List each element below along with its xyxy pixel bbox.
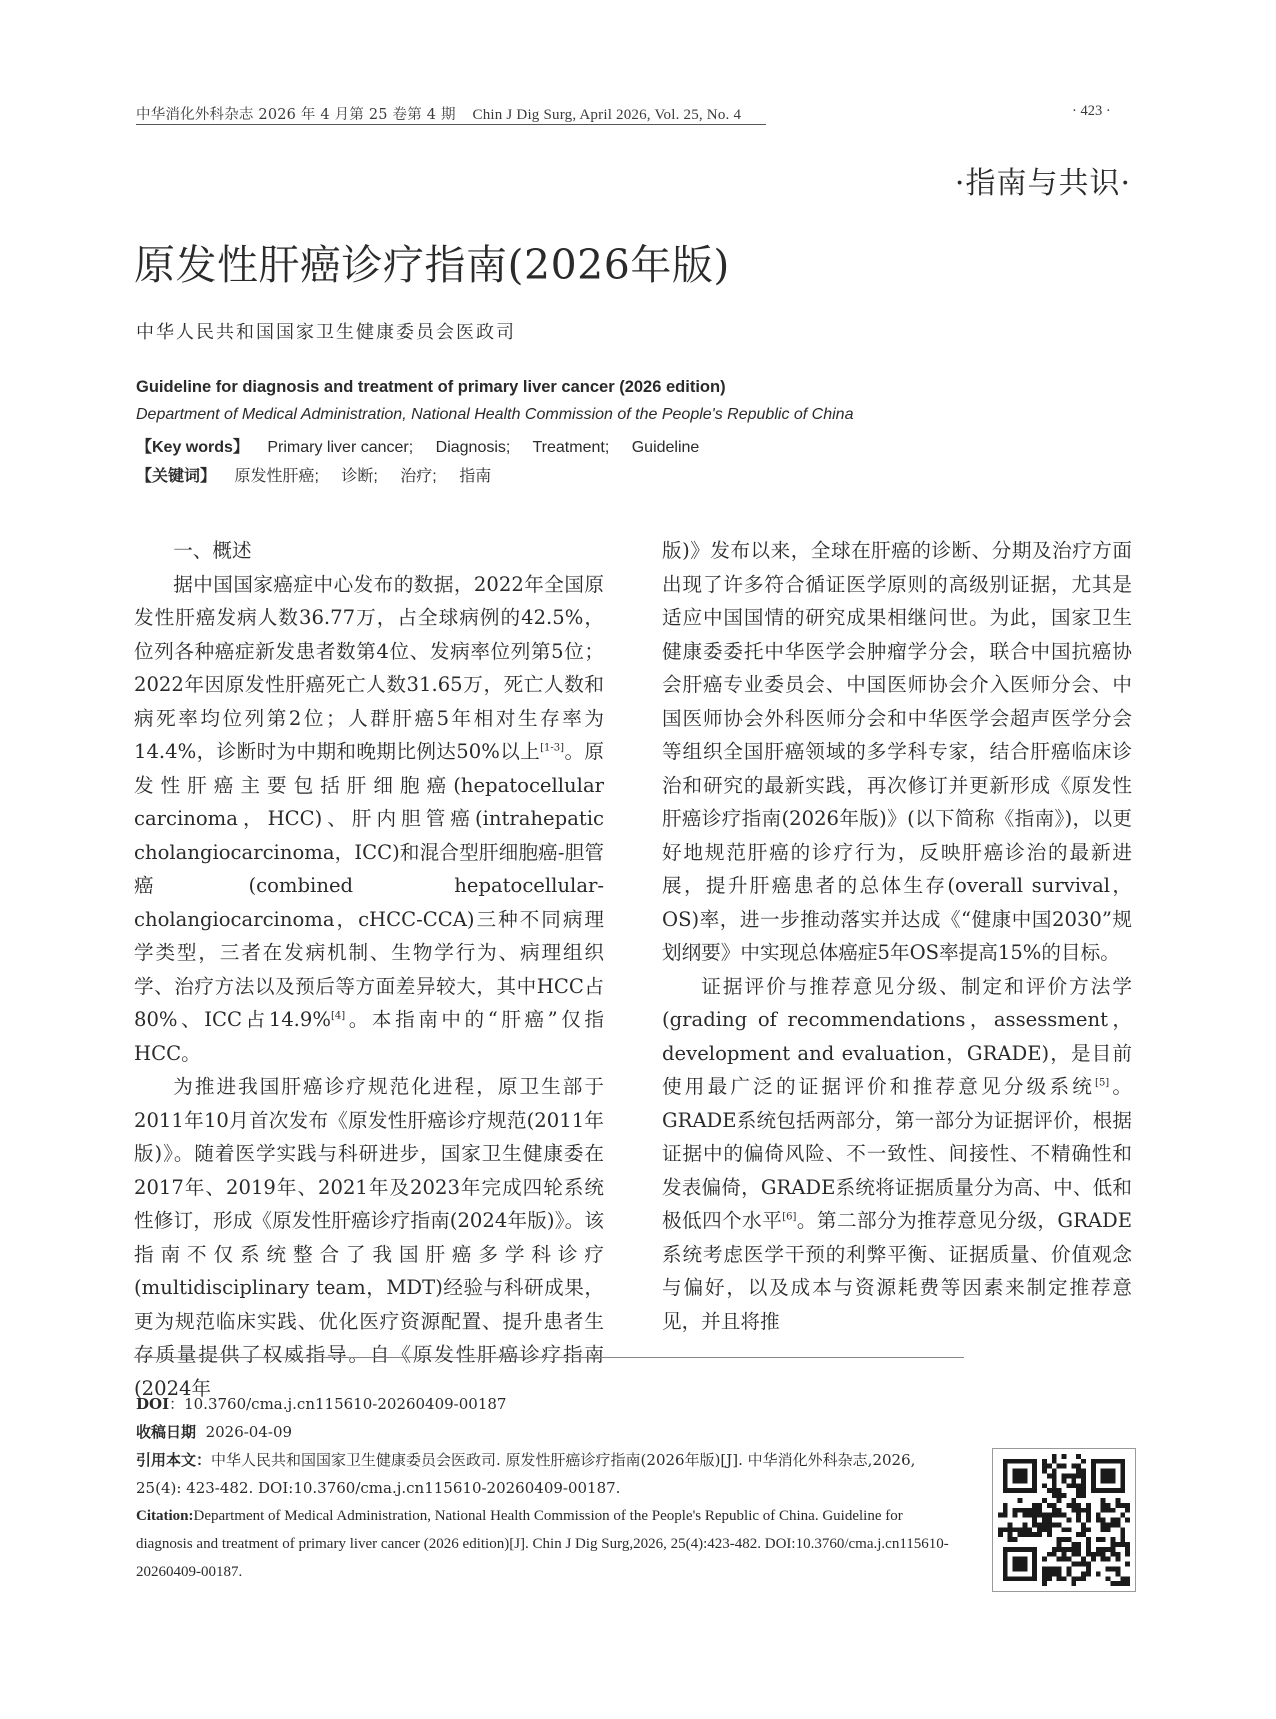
received-date: 2026-04-09 — [205, 1423, 293, 1441]
paragraph-text: 。本指南中的“肝癌”仅指HCC。 — [134, 1008, 604, 1065]
paragraph-text: 据中国国家癌症中心发布的数据，2022年全国原发性肝癌发病人数36.77万，占全球病例的42.5%，位列各种癌症新发患者数第4位、发病率位列第5位；2022年因原发性肝癌死亡人数31.65万，死亡人数和病死率均位列第2位；人群肝癌5年相对生存率为14.4%，诊断时为中期和晚期比例达50%以上 — [134, 572, 604, 763]
article-title: 原发性肝癌诊疗指南(2026年版) — [134, 241, 730, 289]
reference-mark: [1-3] — [540, 742, 565, 754]
english-keyword: Primary liver cancer; — [267, 439, 414, 456]
citation-line — [136, 1502, 956, 1586]
journal-en: Chin J Dig Surg, April 2026, Vol. 25, No. 4 — [472, 107, 742, 123]
body-paragraph — [662, 970, 1132, 1339]
received-line — [136, 1418, 292, 1446]
english-title: Guideline for diagnosis and treatment of primary liver cancer (2026 edition) — [136, 378, 726, 396]
english-keyword: Guideline — [631, 439, 700, 456]
cite-label: 引用本文： — [136, 1451, 212, 1469]
chinese-keyword: 治疗; — [400, 468, 437, 485]
section-tag: ·指南与共识· — [954, 166, 1131, 201]
page-number: · 423 · — [1072, 103, 1111, 119]
received-label: 收稿日期 — [136, 1423, 197, 1441]
doi-value[interactable]: ：10.3760/cma.j.cn115610-20260409-00187 — [169, 1395, 507, 1413]
body-paragraph: 为推进我国肝癌诊疗规范化进程，原卫生部于2011年10月首次发布《原发性肝癌诊疗规范(2011年版)》。随着医学实践与科研进步，国家卫生健康委在2017年、2019年、2021年及2023年完成四轮系统性修订，形成《原发性肝癌诊疗指南(2024年版)》。该指南不仅系统整合了我国肝癌多学科诊疗(multidisciplinary team，MDT)经验与科研成果，更为规范临床实践、优化医疗资源配置、提升患者生存质量提供了权威指导。自《原发性肝癌诊疗指南(2024年 — [134, 1075, 604, 1400]
body-paragraph: 版)》发布以来，全球在肝癌的诊断、分期及治疗方面出现了许多符合循证医学原则的高级别证据，尤其是适应中国国情的研究成果相继问世。为此，国家卫生健康委委托中华医学会肿瘤学分会，联合中国抗癌协会肝癌专业委员会、中国医师协会介入医师分会、中国医师协会外科医师分会和中华医学会超声医学分会等组织全国肝癌领域的多学科专家，结合肝癌临床诊治和研究的最新实践，再次修订并更新形成《原发性肝癌诊疗指南(2026年版)》(以下简称《指南》)，以更好地规范肝癌的诊疗行为，反映肝癌诊治的最新进展，提升肝癌患者的总体生存(overall survival，OS)率，进一步推动落实并达成《“健康中国2030”规划纲要》中实现总体癌症5年OS率提高15%的目标。 — [662, 539, 1132, 964]
cite-line — [136, 1446, 956, 1502]
reference-mark: [5] — [1095, 1077, 1110, 1089]
chinese-keywords — [136, 463, 509, 486]
doi-label: DOI — [136, 1395, 170, 1413]
reference-mark: [4] — [331, 1010, 346, 1022]
doi-line — [136, 1390, 506, 1418]
journal-cn: 中华消化外科杂志 2026 年 4 月第 25 卷第 4 期 — [136, 107, 456, 123]
qr-code-graphic — [993, 1449, 1135, 1591]
body-column-left — [134, 534, 604, 1405]
reference-mark: [6] — [782, 1211, 797, 1223]
running-head — [136, 103, 741, 124]
english-keywords-label: 【Key words】 — [136, 439, 249, 456]
section-heading: 一、概述 — [173, 539, 252, 562]
paragraph-text: 。第二部分为推荐意见分级，GRADE系统考虑医学干预的利弊平衡、证据质量、价值观念与偏好，以及成本与资源耗费等因素来制定推荐意见，并且将推 — [662, 1209, 1133, 1333]
paragraph-text: 。GRADE系统包括两部分，第一部分为证据评价，根据证据中的偏倚风险、不一致性、间接性、不精确性和发表偏倚，GRADE系统将证据质量分为高、中、低和极低四个水平 — [662, 1075, 1133, 1232]
citation-text: Department of Medical Administration, National Health Commission of the People's Republic of China. Guideline for diagnosis and treatment of primary liver cancer (2026 edition)[J]. Chin J Dig Surg,2026, 25(4):423-482. DOI:10.3760/cma.j.cn115610-20260409-00187. — [136, 1508, 949, 1580]
english-keywords — [136, 434, 717, 457]
citation-label: Citation: — [136, 1508, 194, 1524]
english-keyword: Diagnosis; — [435, 439, 511, 456]
paragraph-text: 证据评价与推荐意见分级、制定和评价方法学(grading of recommendations，assessment，development and evaluation，GRADE)，是目前使用最广泛的证据评价和推荐意见分级系统 — [662, 974, 1132, 1098]
chinese-keyword: 指南 — [459, 468, 492, 485]
chinese-keyword: 诊断; — [341, 468, 378, 485]
qr-code-icon[interactable] — [992, 1448, 1136, 1592]
english-keyword: Treatment; — [532, 439, 610, 456]
footnote-rule — [134, 1357, 964, 1358]
chinese-keyword: 原发性肝癌; — [234, 468, 319, 485]
cite-text: 中华人民共和国国家卫生健康委员会医政司. 原发性肝癌诊疗指南(2026年版)[J]. 中华消化外科杂志,2026, 25(4): 423-482. DOI:10.3760/cma.j.cn115610-20260409-00187. — [136, 1451, 916, 1497]
english-authors: Department of Medical Administration, National Health Commission of the People's Republic of China — [136, 406, 854, 423]
body-paragraph — [134, 568, 604, 1071]
body-column-right — [662, 534, 1132, 1338]
chinese-keywords-label: 【关键词】 — [136, 468, 217, 485]
article-authors: 中华人民共和国国家卫生健康委员会医政司 — [136, 322, 516, 343]
header-rule — [136, 124, 766, 125]
paragraph-text: 。原发性肝癌主要包括肝细胞癌(hepatocellular carcinoma，HCC)、肝内胆管癌(intrahepatic cholangiocarcinoma，ICC)和混合型肝细胞癌-胆管癌(combined hepatocellular-cholangiocarcinoma，cHCC-CCA)三种不同病理学类型，三者在发病机制、生物学行为、病理组织学、治疗方法以及预后等方面差异较大，其中HCC占80%、ICC占14.9% — [134, 740, 605, 1031]
